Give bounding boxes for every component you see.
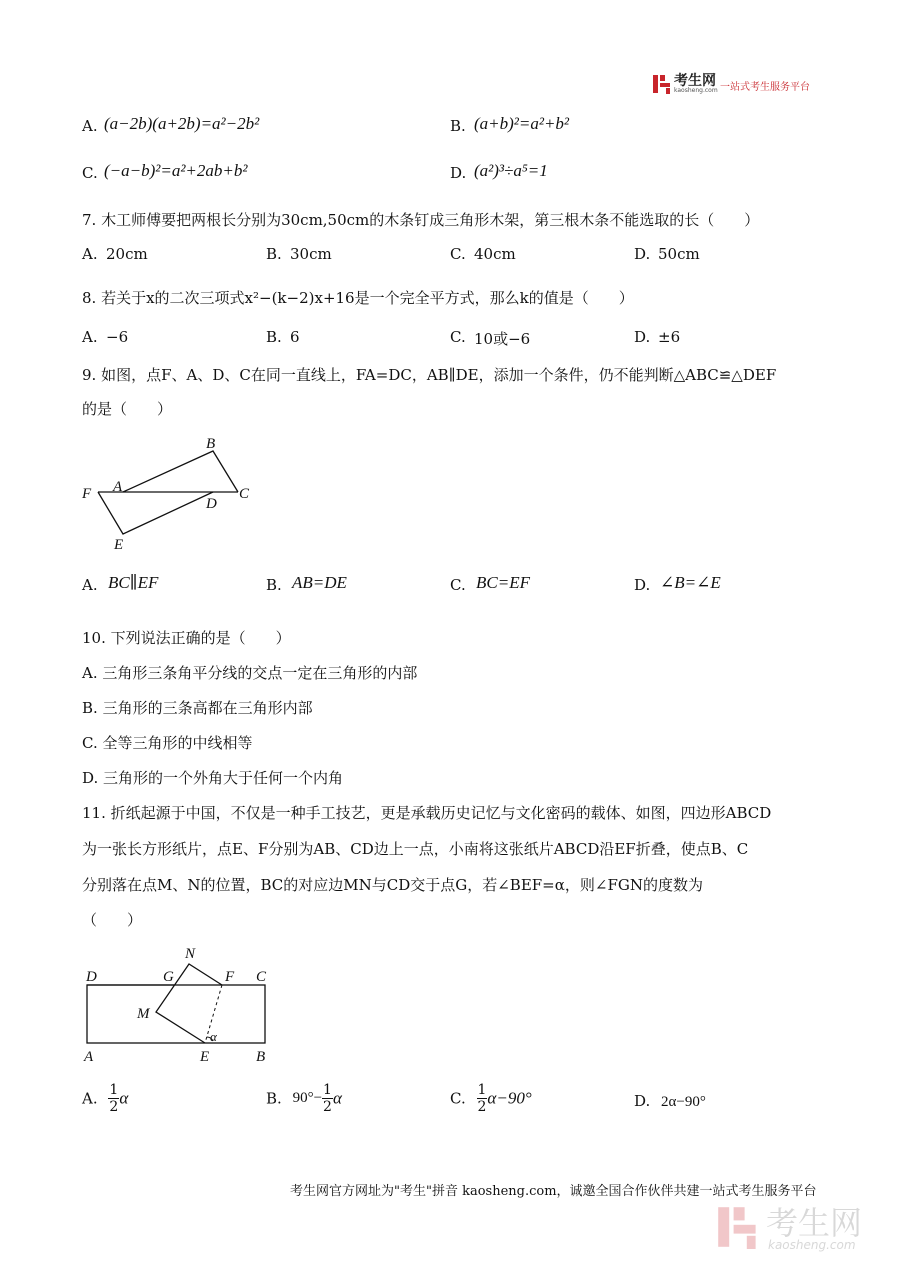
q9-stem-line1: 9. 如图，点F、A、D、C在同一直线上，FA=DC，AB∥DE，添加一个条件，仍不能判断△ABC≌△DEF <box>82 366 777 384</box>
q11-option-d-text: 2α−90° <box>661 1094 706 1110</box>
q11-label-a: A <box>84 1049 94 1065</box>
q6-option-b-text: (a+b)²=a²+b² <box>474 114 570 133</box>
q11-option-d-label: D. <box>634 1092 651 1110</box>
q11-line3: 分别落在点M、N的位置，BC的对应边MN与CD交于点G，若∠BEF=α，则∠FGN的度数为 <box>82 876 703 894</box>
q8-option-d-text: ±6 <box>658 328 681 346</box>
q9-option-b-label: B. <box>266 576 282 594</box>
watermark-logo <box>716 1196 886 1262</box>
q9-label-d: D <box>206 496 217 512</box>
watermark-text: 考生网 <box>766 1204 863 1242</box>
q11-label-b: B <box>256 1049 266 1065</box>
q11-label-d: D <box>86 969 97 985</box>
q7-option-a-label: A. <box>82 245 98 263</box>
q9-option-d-text: ∠B=∠E <box>660 573 721 592</box>
q7-option-d-label: D. <box>634 245 651 263</box>
q6-option-d-text: (a²)³÷a⁵=1 <box>474 161 548 180</box>
q11-label-n: N <box>185 946 196 962</box>
q9-option-c-text: BC=EF <box>476 573 530 592</box>
q6-option-b-label: B. <box>450 117 466 135</box>
q11-line4: （ ） <box>82 911 143 929</box>
q9-option-a-text: BC∥EF <box>108 573 159 592</box>
q9-option-b-text: AB=DE <box>292 573 347 592</box>
q11-option-a <box>82 1082 128 1115</box>
q10-option-b-label: B. <box>82 699 98 717</box>
logo-text: 考生网 <box>674 73 716 89</box>
q7-option-d-text: 50cm <box>658 245 700 263</box>
q10-stem: 10. 下列说法正确的是（ ） <box>82 629 291 647</box>
footer-text: 考生网官方网址为"考生"拼音 kaosheng.com，诚邀全国合作伙伴共建一站式考生服务平台 <box>290 1184 817 1199</box>
q8-option-b-label: B. <box>266 328 282 346</box>
q10-option-a-label: A. <box>82 664 98 682</box>
q11-option-c-tail: α−90° <box>487 1088 532 1108</box>
q8-option-b-text: 6 <box>290 328 300 346</box>
q11-option-b-tail: α <box>332 1088 342 1108</box>
q11-option-b-head: 90°− <box>292 1090 323 1106</box>
q11-option-c <box>450 1082 532 1115</box>
header-slogan: 一站式考生服务平台 <box>720 82 810 93</box>
q8-option-a-text: −6 <box>106 328 129 346</box>
q11-option-c-label: C. <box>450 1089 466 1108</box>
q11-option-c-fraction: $\frac{1}{2}$ <box>477 1082 487 1115</box>
q6-option-a-label: A. <box>82 117 98 135</box>
q10-option-d <box>82 767 343 788</box>
q10-option-c-label: C. <box>82 734 98 752</box>
q11-option-b-label: B. <box>266 1089 282 1108</box>
q8-option-c-label: C. <box>450 328 466 346</box>
q11-option-b-fraction: $\frac{1}{2}$ <box>323 1082 332 1115</box>
watermark-mark-icon <box>716 1200 760 1254</box>
q8-option-a-label: A. <box>82 328 98 346</box>
q9-stem-line2: 的是（ ） <box>82 400 173 418</box>
q10-option-c-text: 全等三角形的中线相等 <box>102 734 253 752</box>
q7-stem: 7. 木工师傅要把两根长分别为30cm,50cm的木条钉成三角形木架，第三根木条不能选取的长（ ） <box>82 211 760 229</box>
q7-option-a-text: 20cm <box>106 245 148 263</box>
q9-option-a-label: A. <box>82 576 98 594</box>
q11-option-b <box>266 1082 342 1115</box>
q10-option-b-text: 三角形的三条高都在三角形内部 <box>102 699 313 717</box>
q10-option-d-text: 三角形的一个外角大于任何一个内角 <box>103 769 344 787</box>
q11-rectangle-abcd <box>87 985 265 1043</box>
q10-option-b <box>82 697 313 718</box>
q10-option-a <box>82 662 417 683</box>
q7-option-b-text: 30cm <box>290 245 332 263</box>
q11-option-a-tail: α <box>119 1088 129 1108</box>
q6-option-c-text: (−a−b)²=a²+2ab+b² <box>104 161 248 180</box>
logo-mark-icon <box>652 73 672 95</box>
q9-label-c: C <box>239 486 250 502</box>
q8-option-c-text: 10或−6 <box>474 330 531 348</box>
q11-option-a-label: A. <box>82 1089 98 1108</box>
q11-label-alpha: α <box>210 1029 217 1044</box>
q6-option-a-text: (a−2b)(a+2b)=a²−2b² <box>104 114 260 133</box>
q9-triangle-def <box>98 492 213 534</box>
q6-option-c-label: C. <box>82 164 98 182</box>
q11-line1: 11. 折纸起源于中国，不仅是一种手工技艺，更是承载历史记忆与文化密码的载体、如图，四边形ABCD <box>82 804 772 822</box>
q10-option-a-text: 三角形三条角平分线的交点一定在三角形的内部 <box>102 664 418 682</box>
q8-option-d-label: D. <box>634 328 651 346</box>
q9-figure <box>76 432 266 557</box>
q11-label-g: G <box>163 969 174 985</box>
logo-sub: kaosheng.com <box>674 87 718 94</box>
q9-label-a: A <box>113 479 123 495</box>
q11-label-m: M <box>137 1006 150 1022</box>
q9-label-f: F <box>82 486 92 502</box>
q11-figure <box>76 940 286 1068</box>
q6-option-d-label: D. <box>450 164 467 182</box>
q10-option-c <box>82 732 253 753</box>
q7-option-c-label: C. <box>450 245 466 263</box>
q11-line2: 为一张长方形纸片，点E、F分别为AB、CD边上一点，小南将这张纸片ABCD沿EF折叠，使点B、C <box>82 840 749 858</box>
watermark-sub: kaosheng.com <box>768 1238 856 1252</box>
q11-option-d <box>634 1092 706 1111</box>
q9-option-d-label: D. <box>634 576 651 594</box>
q7-option-b-label: B. <box>266 245 282 263</box>
q9-triangle-abc <box>123 451 238 492</box>
q11-option-a-fraction: $\frac{1}{2}$ <box>109 1082 119 1115</box>
q9-label-e: E <box>114 537 124 553</box>
q8-stem: 8. 若关于x的二次三项式x²−(k−2)x+16是一个完全平方式，那么k的值是（ ） <box>82 289 634 307</box>
q9-option-c-label: C. <box>450 576 466 594</box>
q11-label-e: E <box>200 1049 210 1065</box>
q7-option-c-text: 40cm <box>474 245 516 263</box>
q10-option-d-label: D. <box>82 769 99 787</box>
q9-label-b: B <box>206 436 216 452</box>
q11-label-c: C <box>256 969 267 985</box>
q11-label-f: F <box>225 969 235 985</box>
